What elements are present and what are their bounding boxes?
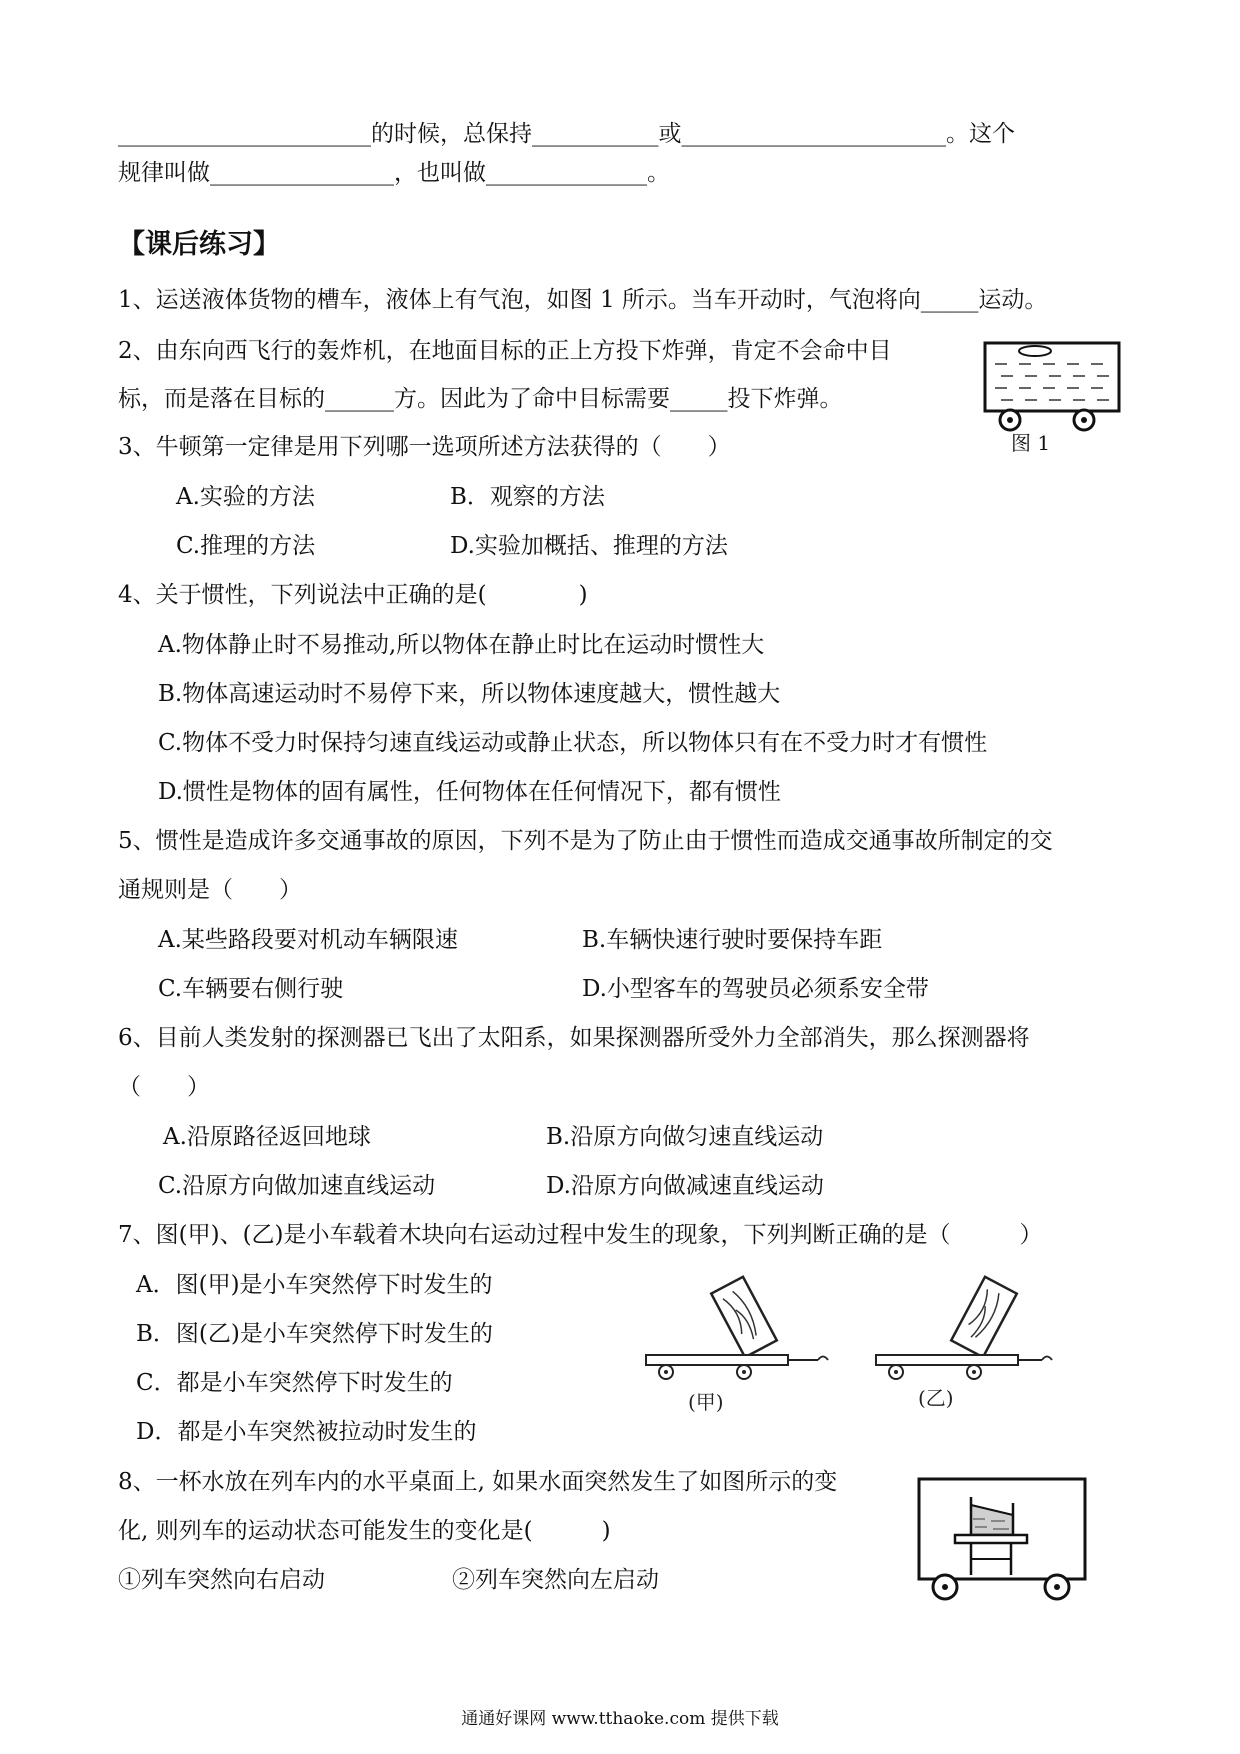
figure-7-carts — [640, 1285, 1060, 1415]
question-8-option-2: ②列车突然向左启动 — [452, 1567, 659, 1593]
intro-line-1: ______________________的时候，总保持___________或_______________________。这个 — [118, 121, 1015, 147]
section-heading: 【课后练习】 — [118, 229, 280, 260]
question-5-line-1: 5、惯性是造成许多交通事故的原因，下列不是为了防止由于惯性而造成交通事故所制定的交 — [118, 828, 1053, 854]
question-2-line-2: 标，而是落在目标的______方。因此为了命中目标需要_____投下炸弹。 — [118, 386, 843, 412]
question-5-line-2: 通规则是（ ） — [118, 877, 302, 903]
question-8-option-1: ①列车突然向右启动 — [118, 1567, 325, 1593]
question-2-line-1: 2、由东向西飞行的轰炸机，在地面目标的正上方投下炸弹，肯定不会命中目 — [118, 338, 892, 364]
question-7-option-a: A．图(甲)是小车突然停下时发生的 — [136, 1272, 493, 1298]
question-3-option-a: A.实验的方法 — [176, 484, 315, 510]
question-4-stem: 4、关于惯性，下列说法中正确的是( ) — [118, 582, 588, 608]
question-6-option-c: C.沿原方向做加速直线运动 — [158, 1173, 436, 1199]
question-6-option-d: D.沿原方向做减速直线运动 — [546, 1173, 824, 1199]
question-6-option-a: A.沿原路径返回地球 — [163, 1124, 371, 1150]
figure-1-caption: 图 1 — [1011, 431, 1051, 455]
question-6-line-1: 6、目前人类发射的探测器已飞出了太阳系，如果探测器所受外力全部消失，那么探测器将 — [118, 1025, 1030, 1051]
question-6-line-2: （ ） — [118, 1074, 210, 1100]
question-1: 1、运送液体货物的槽车，液体上有气泡，如图 1 所示。当车开动时，气泡将向_____运动。 — [118, 287, 1048, 313]
question-4-option-c: C.物体不受力时保持匀速直线运动或静止状态，所以物体只有在不受力时才有惯性 — [158, 730, 988, 756]
question-4-option-d: D.惯性是物体的固有属性，任何物体在任何情况下，都有惯性 — [158, 779, 781, 805]
intro-line-2: 规律叫做________________，也叫做______________。 — [118, 160, 670, 186]
question-5-option-a: A.某些路段要对机动车辆限速 — [158, 927, 458, 953]
question-8-line-1: 8、一杯水放在列车内的水平桌面上, 如果水面突然发生了如图所示的变 — [118, 1469, 838, 1495]
question-7-option-d: D．都是小车突然被拉动时发生的 — [136, 1419, 477, 1445]
page-footer: 通通好课网 www.tthaoke.com 提供下载 — [461, 1709, 779, 1729]
question-5-option-c: C.车辆要右侧行驶 — [158, 976, 344, 1002]
question-7-stem: 7、图(甲)、(乙)是小车载着木块向右运动过程中发生的现象，下列判断正确的是（ ） — [118, 1222, 1043, 1248]
question-3-option-d: D.实验加概括、推理的方法 — [450, 533, 728, 559]
figure-1-tank-truck — [975, 340, 1135, 480]
cart-yi-figure — [876, 1277, 1052, 1379]
question-7-option-b: B．图(乙)是小车突然停下时发生的 — [136, 1321, 493, 1347]
tank-truck-icon — [985, 343, 1119, 430]
question-3-option-c: C.推理的方法 — [176, 533, 316, 559]
question-5-option-b: B.车辆快速行驶时要保持车距 — [582, 927, 883, 953]
question-8-line-2: 化, 则列车的运动状态可能发生的变化是( ) — [118, 1518, 611, 1544]
question-6-option-b: B.沿原方向做匀速直线运动 — [546, 1124, 824, 1150]
question-5-option-d: D.小型客车的驾驶员必须系安全带 — [582, 976, 929, 1002]
figure-8-train-car — [915, 1475, 1095, 1615]
figure-label-jia: (甲) — [688, 1390, 724, 1414]
cart-jia-figure — [646, 1277, 828, 1379]
question-3-stem: 3、牛顿第一定律是用下列哪一选项所述方法获得的（ ） — [118, 434, 731, 460]
figure-label-yi: (乙) — [918, 1386, 954, 1410]
question-3-option-b: B．观察的方法 — [450, 484, 605, 510]
question-4-option-a: A.物体静止时不易推动,所以物体在静止时比在运动时惯性大 — [158, 632, 765, 658]
question-4-option-b: B.物体高速运动时不易停下来，所以物体速度越大，惯性越大 — [158, 681, 781, 707]
question-7-option-c: C．都是小车突然停下时发生的 — [136, 1370, 453, 1396]
